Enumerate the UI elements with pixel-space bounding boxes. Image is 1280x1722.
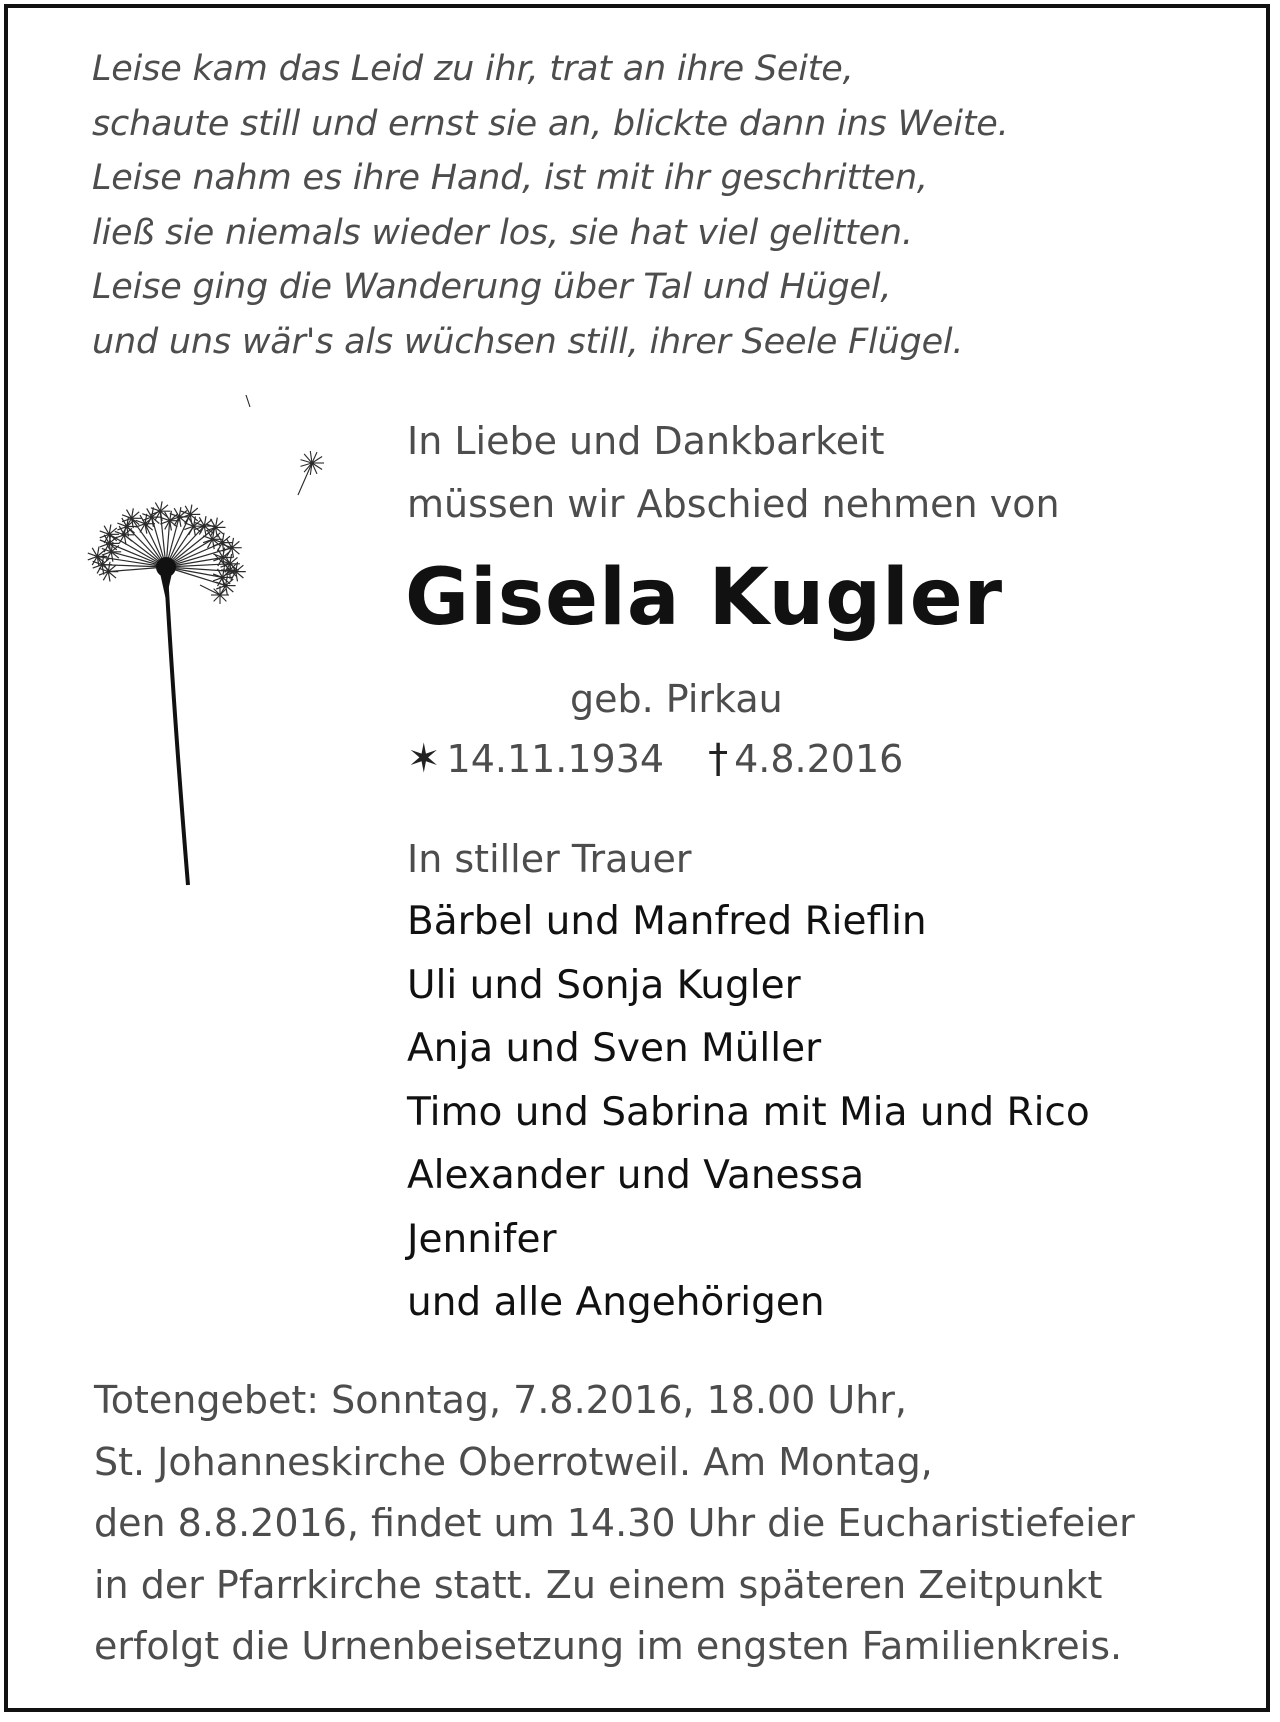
mourner-name: und alle Angehörigen: [407, 1280, 825, 1325]
poem-line: ließ sie niemals wieder los, sie hat viel gelitten.: [92, 212, 913, 253]
mourner-name: Jennifer: [407, 1216, 557, 1262]
intro-text: [407, 410, 1060, 536]
service-line: Totengebet: Sonntag, 7.8.2016, 18.00 Uhr,: [94, 1378, 907, 1422]
poem-line: schaute still und ernst sie an, blickte dann ins Weite.: [92, 103, 1009, 144]
mourner-name: Bärbel und Manfred Rieflin: [407, 899, 927, 944]
mourner-name: Timo und Sabrina mit Mia und Rico: [407, 1089, 1090, 1135]
poem-line: Leise nahm es ihre Hand, ist mit ihr geschritten,: [92, 158, 928, 198]
service-line: St. Johanneskirche Oberrotweil. Am Montag,: [94, 1439, 933, 1484]
birth-date: 14.11.1934: [446, 737, 665, 781]
life-dates: [407, 732, 903, 786]
service-line: den 8.8.2016, findet um 14.30 Uhr die Eucharistiefeier: [94, 1501, 1135, 1545]
star-icon: ✶: [407, 736, 441, 782]
service-line: in der Pfarrkirche statt. Zu einem späteren Zeitpunkt: [94, 1562, 1103, 1607]
poem: [92, 42, 1009, 369]
service-details: [94, 1370, 1135, 1678]
mourner-name: Alexander und Vanessa: [407, 1153, 865, 1198]
poem-line: Leise ging die Wanderung über Tal und Hügel,: [92, 267, 892, 307]
mourner-name: Anja und Sven Müller: [407, 1026, 822, 1071]
mourner-name: Uli und Sonja Kugler: [407, 962, 801, 1008]
poem-line: Leise kam das Leid zu ihr, trat an ihre Seite,: [92, 49, 854, 89]
mourning-heading: In stiller Trauer: [407, 837, 692, 881]
intro-line: müssen wir Abschied nehmen von: [407, 482, 1060, 526]
death-date: 4.8.2016: [734, 737, 904, 781]
service-line: erfolgt die Urnenbeisetzung im engsten Familienkreis.: [94, 1624, 1123, 1668]
intro-line: In Liebe und Dankbarkeit: [407, 419, 885, 463]
mourners-list: [407, 890, 1090, 1335]
dandelion-illustration: [80, 395, 380, 895]
poem-line: und uns wär's als wüchsen still, ihrer Seele Flügel.: [92, 321, 964, 362]
deceased-name: Gisela Kugler: [405, 553, 1004, 643]
cross-icon: †: [708, 736, 729, 782]
maiden-name: geb. Pirkau: [570, 677, 783, 721]
